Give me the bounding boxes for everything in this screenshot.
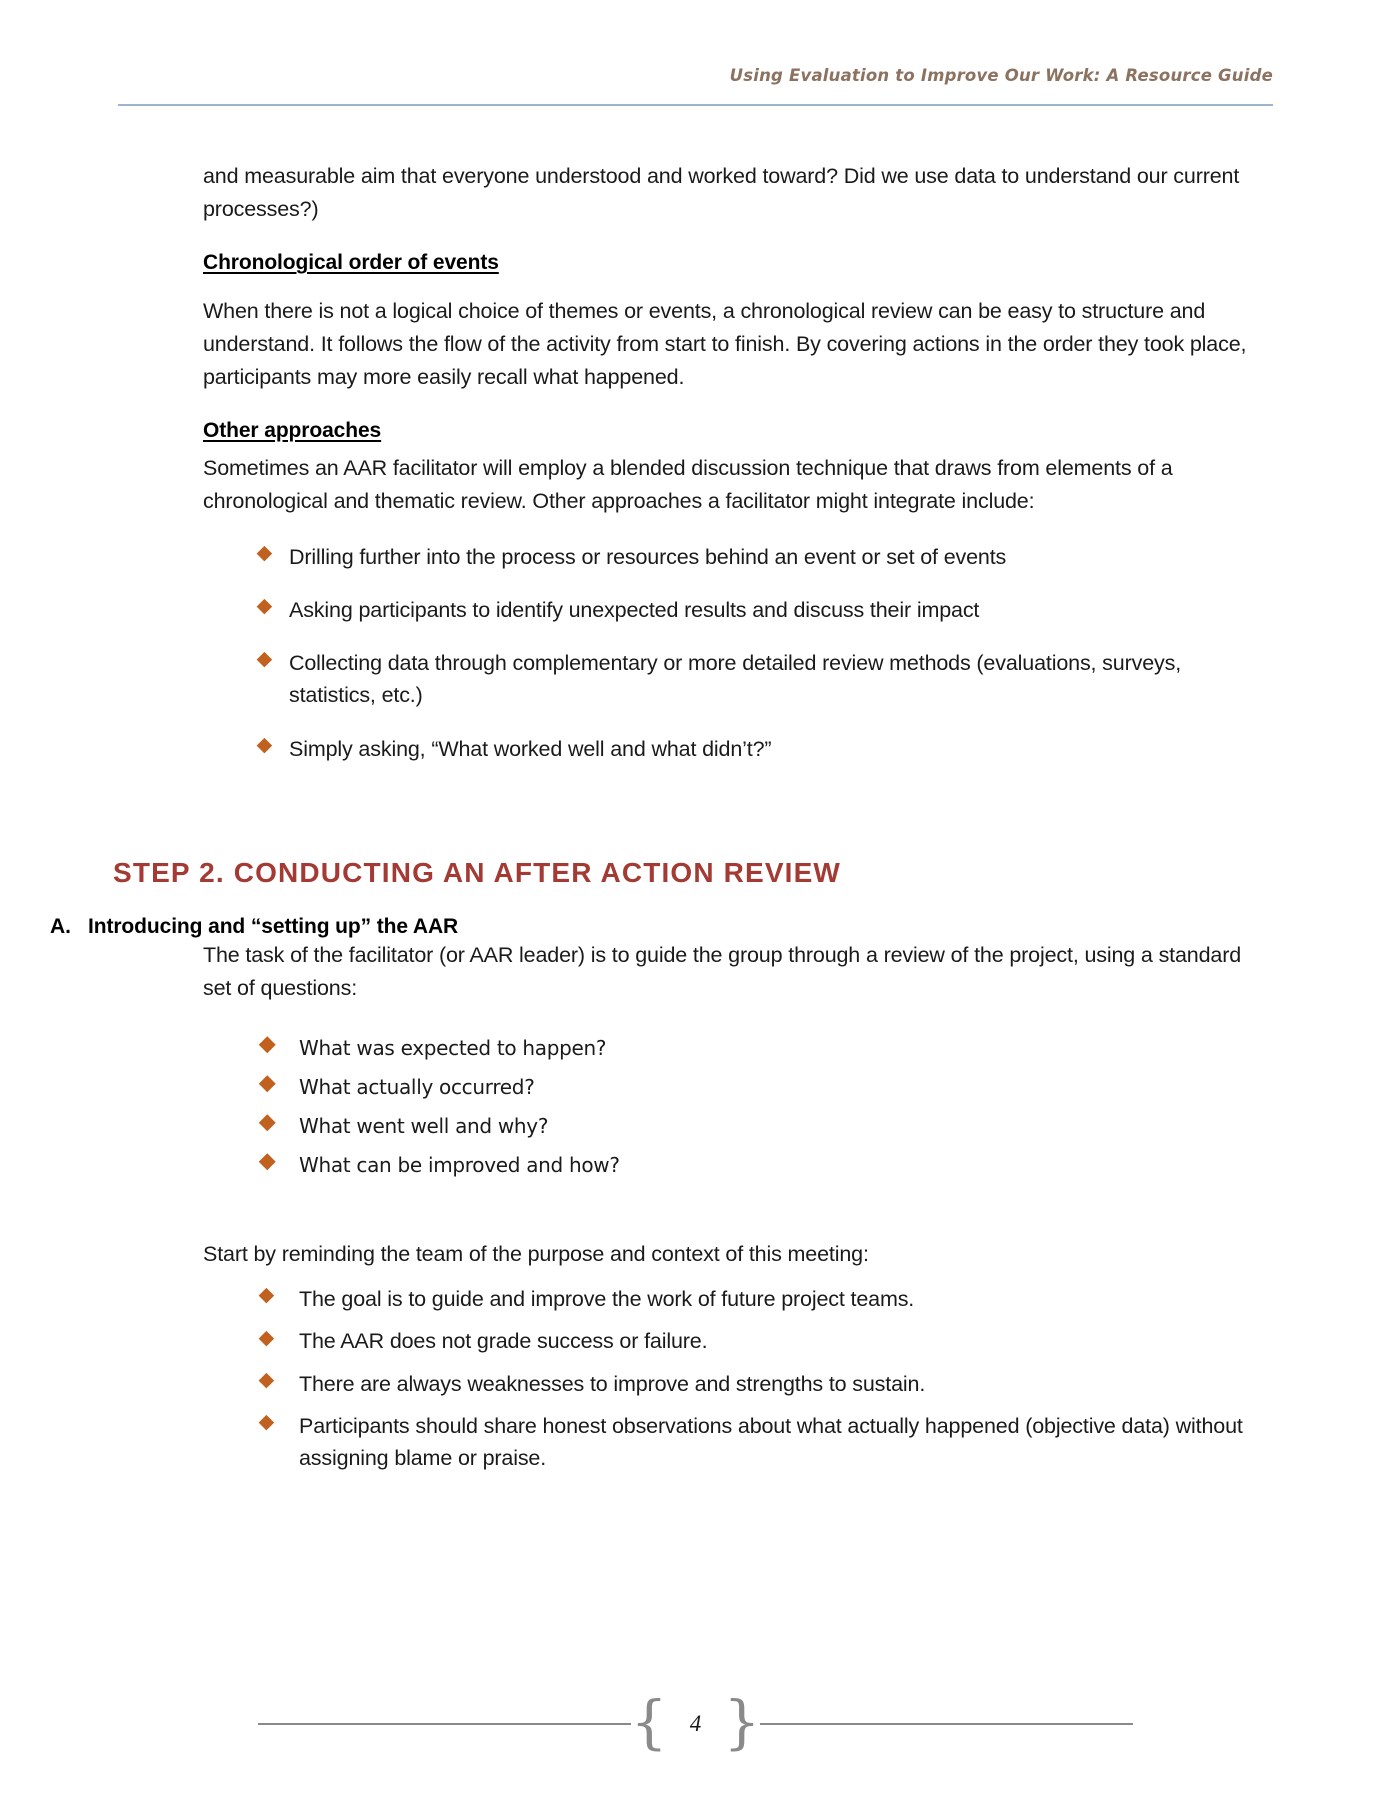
footer-rule-left [258, 1723, 631, 1725]
list-item-text: What was expected to happen? [299, 1036, 607, 1061]
heading-chronological-order [203, 248, 1265, 277]
diamond-bullet-icon [259, 1037, 276, 1054]
item-a-title: Introducing and “setting up” the AAR [88, 914, 459, 938]
list-item-text: The goal is to guide and improve the work of future project teams. [299, 1287, 915, 1312]
paragraph-chronological-order: When there is not a logical choice of themes or events, a chronological review can be easy to structure and understand. It follows the flow of the activity from start to finish. By covering actions in the order they took place, participants may more easily recall what happened. [203, 298, 1247, 389]
list-item [249, 1325, 1265, 1357]
footer-page-number: 4 [689, 1711, 702, 1736]
diamond-bullet-icon [259, 1076, 276, 1093]
header-title: Using Evaluation to Improve Our Work: A Resource Guide [729, 66, 1273, 85]
step-2-heading: STEP 2. CONDUCTING AN AFTER ACTION REVIEW [113, 856, 841, 888]
page-footer: { 4 } [0, 1694, 1391, 1754]
paragraph-reminder-intro: Start by reminding the team of the purpose and context of this meeting: [203, 1242, 869, 1267]
diamond-bullet-icon [257, 652, 273, 668]
paragraph-other-approaches: Sometimes an AAR facilitator will employ a blended discussion technique that draws from elements of a chronological and thematic review. Other approaches a facilitator might integrate include: [203, 456, 1173, 514]
header-divider [118, 104, 1273, 106]
list-item [249, 1368, 1265, 1400]
list-item-text: What actually occurred? [299, 1075, 535, 1100]
diamond-bullet-icon [259, 1373, 275, 1389]
step-2-block [50, 855, 1265, 939]
list-item-text: What went well and why? [299, 1114, 549, 1139]
heading-other-approaches-text: Other approaches [203, 418, 382, 442]
list-item [249, 1033, 1265, 1063]
paragraph-item-a: The task of the facilitator (or AAR leader) is to guide the group through a review of the project, using a standard set of questions: [203, 942, 1242, 1000]
item-a-letter: A. [50, 914, 71, 938]
heading-chronological-order-text: Chronological order of events [203, 251, 499, 275]
intro-paragraph: and measurable aim that everyone understood and worked toward? Did we use data to understand our current processes?) [203, 164, 1240, 222]
list-item-text: What can be improved and how? [299, 1153, 620, 1178]
diamond-bullet-icon [259, 1154, 276, 1171]
list-item [249, 733, 1265, 765]
list-item-text: There are always weaknesses to improve and strengths to sustain. [299, 1371, 926, 1396]
diamond-bullet-icon [257, 738, 273, 754]
list-item [249, 541, 1265, 573]
diamond-bullet-icon [259, 1288, 275, 1304]
heading-other-approaches [203, 416, 1265, 445]
list-item [249, 594, 1265, 626]
list-item-text: Simply asking, “What worked well and what didn’t?” [289, 736, 772, 761]
list-item [249, 1410, 1265, 1475]
list-item-text: Drilling further into the process or resources behind an event or set of events [289, 544, 1007, 569]
list-item-text: The AAR does not grade success or failure. [299, 1329, 708, 1354]
diamond-bullet-icon [259, 1115, 276, 1132]
list-item-text: Asking participants to identify unexpected results and discuss their impact [289, 597, 980, 622]
page-header [118, 66, 1273, 94]
item-a-header [50, 915, 1265, 939]
list-item [249, 1111, 1265, 1141]
list-item [249, 1283, 1265, 1315]
list-item-text: Collecting data through complementary or more detailed review methods (evaluations, surveys, statistics, etc.) [289, 651, 1182, 708]
diamond-bullet-icon [259, 1330, 275, 1346]
diamond-bullet-icon [257, 546, 273, 562]
list-item [249, 1072, 1265, 1102]
diamond-bullet-icon [259, 1415, 275, 1431]
list-reminders [249, 1283, 1265, 1474]
diamond-bullet-icon [257, 599, 273, 615]
footer-rule-right [760, 1723, 1133, 1725]
document-content [50, 160, 1265, 1474]
list-other-approaches [249, 541, 1265, 765]
list-item [249, 647, 1265, 712]
list-item [249, 1150, 1265, 1180]
list-standard-questions [249, 1033, 1265, 1180]
list-item-text: Participants should share honest observations about what actually happened (objective data) without assigning blame or praise. [299, 1413, 1243, 1471]
